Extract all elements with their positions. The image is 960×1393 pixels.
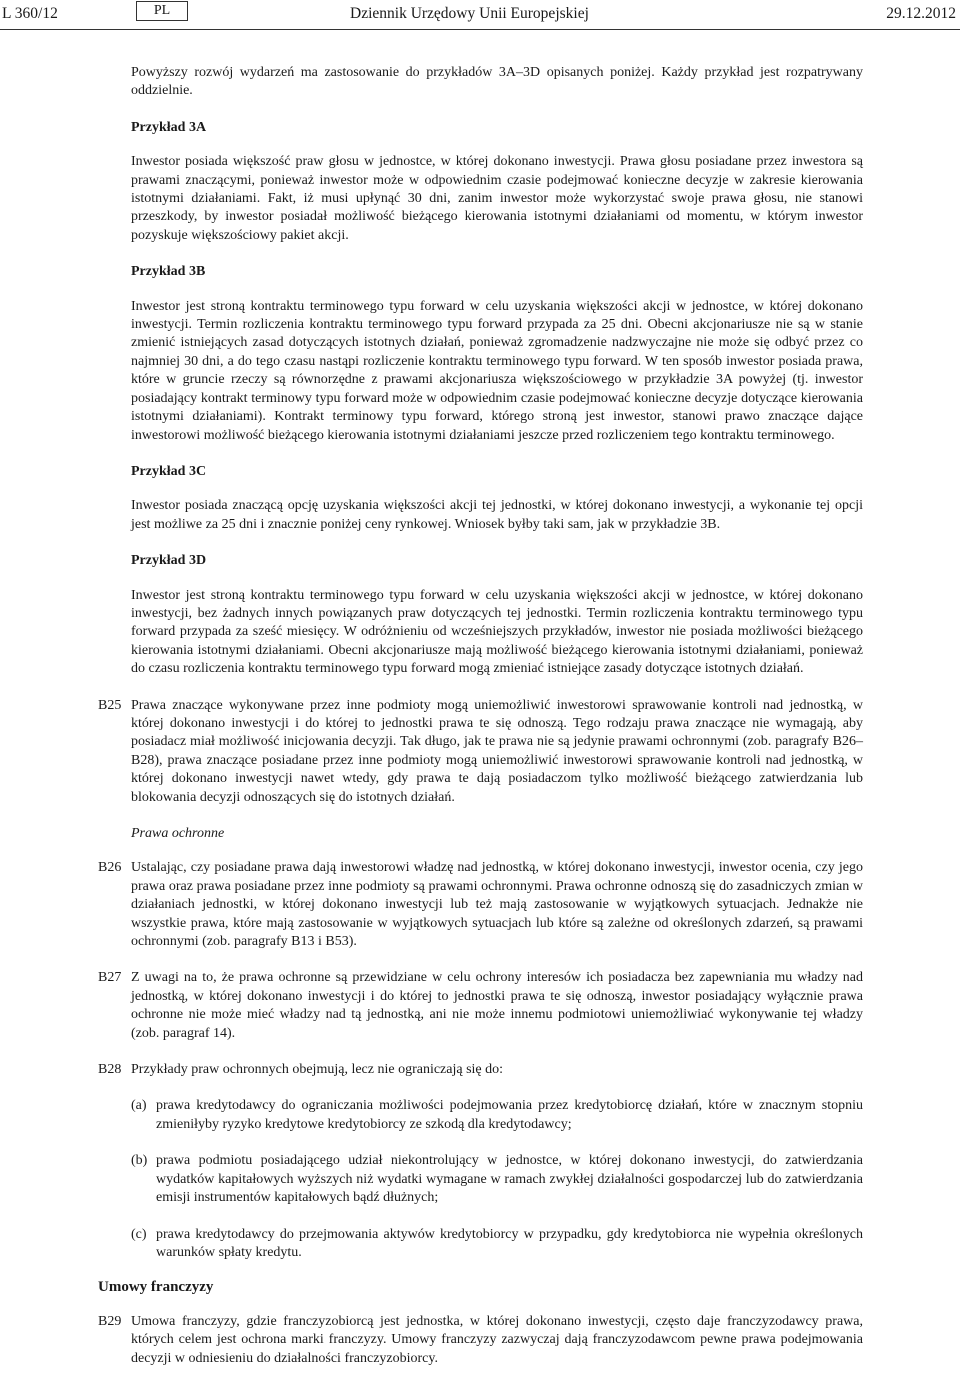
paragraph-text: Ustalając, czy posiadane prawa dają inwestorowi władzę nad jednostką, w której dokonano inwestycji, inwestor ocenia, czy jego prawa oraz prawa posiadane przez inne podmioty są prawami ochronnymi. Prawa ochronne odnoszą się do zasadniczych zmian w działaniach jednostki, w której dokonano inwestycji lub też mają zastosowanie w wyjątkowych sytuacjach. Jednakże nie wszystkie prawa, które mają zastosowanie w wyjątkowych sytuacjach lub które są zależne od określonych zdarzeń, są prawami ochronnymi (zob. paragrafy B13 i B53).: [131, 860, 863, 950]
franchise-heading: Umowy franczyzy: [98, 1279, 214, 1296]
example-text: Inwestor posiada znaczącą opcję uzyskania większości akcji tej jednostki, w której dokonano inwestycji, a wykonanie tej opcji jest możliwe za 25 dni i znacznie poniżej ceny rynkowej. Wniosek byłby taki sam, jak w przykładzie 3B.: [131, 498, 863, 532]
section-heading: Prawa ochronne: [131, 826, 225, 841]
list-item-label: (b): [131, 1153, 148, 1169]
example-title: Przykład 3D: [131, 553, 207, 569]
paragraph-text: Prawa znaczące wykonywane przez inne podmioty mogą uniemożliwić inwestorowi sprawowanie kontroli nad jednostką, w której dokonano inwestycji i do której to jednostki prawa te się odnoszą. Tego rodzaju prawa znaczące nie wymagają, aby posiadacz miał możliwość inicjowania decyzji. Tak długo, jak te prawa nie są jedynie prawami ochronnymi (zob. paragrafy B26–B28), prawa znaczące posiadane przez inne podmioty mogą uniemożliwić inwestorowi sprawowanie kontroli nad jednostką, w której dokonano inwestycji nawet wtedy, gdy prawa te dają posiadaczom tylko możliwość bieżącego zatwierdzania lub blokowania decyzji odnoszących się do istotnych działań.: [131, 697, 863, 805]
document-body: [98, 64, 863, 1368]
paragraph-number: B29: [98, 1313, 122, 1329]
example-text: Inwestor posiada większość praw głosu w jednostce, w której dokonano inwestycji. Prawa głosu posiadane przez inwestora są prawami znaczącymi, ponieważ inwestor może w odpowiednim czasie podejmować konieczne decyzje w zakresie kierowania istotnymi działaniami. Fakt, iż musi upłynąć 30 dni, zanim inwestor może wykorzystać swoje prawa głosu, nie stanowi przeszkody, by inwestor posiadał możliwość bieżącego kierowania istotnymi działaniami od momentu, w którym inwestor pozyskuje większościowy pakiet akcji.: [131, 154, 863, 243]
list-item-text: prawa podmiotu posiadającego udział niekontrolujący w jednostce, w której dokonano inwestycji, do zatwierdzania wydatków kapitałowych wyższych niż wydatki wymagane w ramach zwykłej działalności gospodarczej lub do zatwierdzania emisji instrumentów kapitałowych bądź dłużnych;: [156, 1153, 863, 1206]
example-title: Przykład 3A: [131, 119, 207, 135]
header-rule: [0, 29, 960, 30]
paragraph-number: B26: [98, 860, 122, 876]
language-badge: PL: [136, 1, 188, 21]
list-item-label: (c): [131, 1226, 147, 1242]
intro-text: Powyższy rozwój wydarzeń ma zastosowanie do przykładów 3A–3D opisanych poniżej. Każdy przykład jest rozpatrywany oddzielnie.: [131, 65, 863, 99]
paragraph-b27: [98, 969, 863, 1043]
publication-date: 29.12.2012: [886, 5, 956, 22]
paragraph-number: B28: [98, 1062, 122, 1078]
list-item: [131, 1097, 863, 1134]
paragraph-number: B27: [98, 970, 122, 986]
example-title: Przykład 3C: [131, 463, 207, 479]
paragraph-number: B25: [98, 697, 122, 713]
example-title: Przykład 3B: [131, 264, 206, 280]
example-3b: [98, 263, 863, 445]
paragraph-b25: [98, 697, 863, 807]
example-text: Inwestor jest stroną kontraktu terminowego typu forward w celu uzyskania większości akcji w jednostce, w której dokonano inwestycji, bez żadnych innych powiązanych praw dotyczących tej jednostki. Termin rozliczenia kontraktu terminowego typu forward przypada za sześć miesięcy. W odróżnieniu od wcześniejszych przykładów, inwestor nie posiada możliwości bieżącego kierowania istotnymi działaniami. Obecni akcjonariusze mają możliwość bieżącego kierowania istotnymi działaniami, ponieważ do czasu rozliczenia kontraktu terminowego typu forward mogą zmieniać istniejące zasady dotyczące istotnych działań.: [131, 587, 863, 677]
protective-rights-heading-block: [98, 825, 863, 843]
paragraph-b26: [98, 859, 863, 951]
page-header: [0, 0, 960, 32]
paragraph-b29: [98, 1313, 863, 1368]
paragraph-b28: [98, 1061, 863, 1079]
list-item: [131, 1226, 863, 1263]
example-3d: [98, 552, 863, 678]
paragraph-text: Przykłady praw ochronnych obejmują, lecz nie ograniczają się do:: [131, 1062, 504, 1078]
example-text: Inwestor jest stroną kontraktu terminowego typu forward w celu uzyskania większości akcji w jednostce, w której dokonano inwestycji. Termin rozliczenia kontraktu terminowego typu forward przypada za 25 dni. Obecni akcjonariusze nie są w stanie zmienić istniejących zasad dotyczących istotnych działań, ponieważ zgromadzenie nadzwyczajne nie może się odbyć przez co najmniej 30 dni, a do tego czasu nastąpi rozliczenie kontraktu terminowego typu forward. W ten sposób inwestor posiada prawa, które w gruncie rzeczy są równorzędne z prawami akcjonariusza większościowego w przykładzie 3A powyżej (tj. inwestor posiadający kontrakt terminowy typu forward może w odpowiednim czasie podejmować konieczne decyzje dotyczące kierowania istotnymi działaniami). Kontrakt terminowy typu forward, którego stroną jest inwestor, stanowi prawo znaczące dające inwestorowi możliwość bieżącego kierowania istotnymi działaniami jeszcze przed rozliczeniem tego kontraktu terminowego.: [131, 298, 863, 443]
list-item-text: prawa kredytodawcy do ograniczania możliwości podejmowania przez kredytobiorcę działań, które w znacznym stopniu zmieniłyby ryzyko kredytowe kredytobiorcy ze szkodą dla kredytodawcy;: [156, 1098, 863, 1132]
example-3c: [98, 463, 863, 534]
journal-title: Dziennik Urzędowy Unii Europejskiej: [350, 5, 589, 22]
journal-reference: L 360/12: [2, 5, 58, 22]
paragraph-text: Z uwagi na to, że prawa ochronne są przewidziane w celu ochrony interesów ich posiadacza bez zapewniania mu władzy nad jednostką, w której dokonano inwestycji i do której to jednostki prawa te się odnoszą, inwestor posiadający wyłącznie prawa ochronne nie może mieć władzy nad tą jednostką, ani nie może innemu podmiotowi uniemożliwiać wykonywanie tej władzy (zob. paragraf 14).: [131, 970, 863, 1041]
list-item-label: (a): [131, 1098, 147, 1114]
list-item-text: prawa kredytodawcy do przejmowania aktywów kredytobiorcy w przypadku, gdy kredytobiorca nie wypełnia określonych warunków spłaty kredytu.: [156, 1226, 863, 1260]
paragraph-text: Umowa franczyzy, gdzie franczyzobiorcą jest jednostka, w której dokonano inwestycji, często daje franczyzodawcy prawa, których celem jest ochrona marki franczyzy. Umowy franczyzy zazwyczaj dają franczyzodawcom pewne prawa podejmowania decyzji w odniesieniu do działalności franczyzobiorcy.: [131, 1313, 863, 1366]
protective-rights-list: [98, 1097, 863, 1262]
list-item: [131, 1152, 863, 1207]
intro-block: [98, 64, 863, 101]
example-3a: [98, 119, 863, 245]
